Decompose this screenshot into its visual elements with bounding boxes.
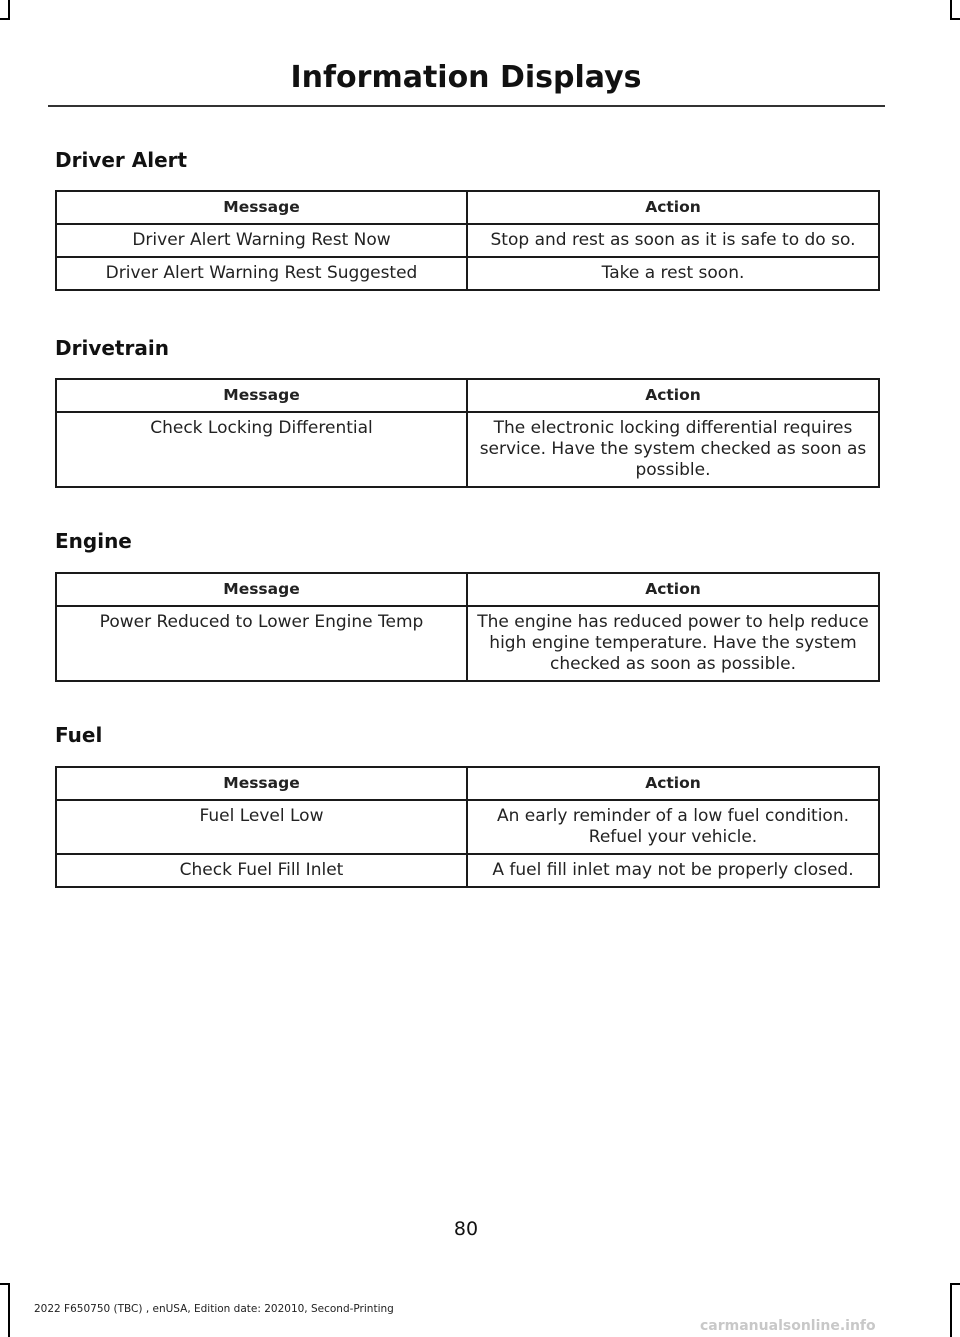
- watermark: carmanualsonline.info: [700, 1318, 876, 1334]
- driver-alert-table: [55, 190, 880, 291]
- message-cell: Check Fuel Fill Inlet: [56, 854, 467, 887]
- action-cell: The engine has reduced power to help reduce high engine temperature. Have the system checked as soon as possible.: [467, 606, 879, 681]
- crop-mark: [8, 1283, 10, 1337]
- column-header-action: Action: [467, 767, 879, 800]
- crop-mark: [950, 1283, 952, 1337]
- drivetrain-table: [55, 378, 880, 488]
- table-header-row: [56, 573, 879, 606]
- crop-mark: [8, 0, 10, 20]
- action-cell: Take a rest soon.: [467, 257, 879, 290]
- crop-mark: [950, 0, 952, 20]
- column-header-message: Message: [56, 767, 467, 800]
- message-cell: Fuel Level Low: [56, 800, 467, 854]
- section-heading-drivetrain: Drivetrain: [55, 336, 169, 360]
- table-row: [56, 800, 879, 854]
- crop-mark: [950, 18, 960, 20]
- column-header-message: Message: [56, 573, 467, 606]
- message-cell: Driver Alert Warning Rest Suggested: [56, 257, 467, 290]
- message-cell: Power Reduced to Lower Engine Temp: [56, 606, 467, 681]
- table-header-row: [56, 379, 879, 412]
- header-divider: [48, 105, 885, 107]
- column-header-action: Action: [467, 573, 879, 606]
- column-header-message: Message: [56, 191, 467, 224]
- table-header-row: [56, 767, 879, 800]
- table-row: [56, 224, 879, 257]
- crop-mark: [950, 1283, 960, 1285]
- action-cell: The electronic locking differential requires service. Have the system checked as soon as possible.: [467, 412, 879, 487]
- section-heading-engine: Engine: [55, 529, 132, 553]
- section-heading-driver-alert: Driver Alert: [55, 148, 188, 172]
- table-row: [56, 257, 879, 290]
- column-header-action: Action: [467, 191, 879, 224]
- message-cell: Check Locking Differential: [56, 412, 467, 487]
- table-row: [56, 412, 879, 487]
- action-cell: An early reminder of a low fuel condition. Refuel your vehicle.: [467, 800, 879, 854]
- action-cell: Stop and rest as soon as it is safe to do so.: [467, 224, 879, 257]
- crop-mark: [0, 1283, 10, 1285]
- section-heading-fuel: Fuel: [55, 723, 103, 747]
- column-header-action: Action: [467, 379, 879, 412]
- column-header-message: Message: [56, 379, 467, 412]
- crop-mark: [0, 18, 10, 20]
- message-cell: Driver Alert Warning Rest Now: [56, 224, 467, 257]
- edition-footer: 2022 F650750 (TBC) , enUSA, Edition date: 202010, Second-Printing: [34, 1303, 394, 1315]
- engine-table: [55, 572, 880, 682]
- action-cell: A fuel fill inlet may not be properly closed.: [467, 854, 879, 887]
- fuel-table: [55, 766, 880, 888]
- table-header-row: [56, 191, 879, 224]
- page-title: Information Displays: [290, 60, 642, 95]
- page-number: 80: [453, 1218, 479, 1240]
- table-row: [56, 854, 879, 887]
- table-row: [56, 606, 879, 681]
